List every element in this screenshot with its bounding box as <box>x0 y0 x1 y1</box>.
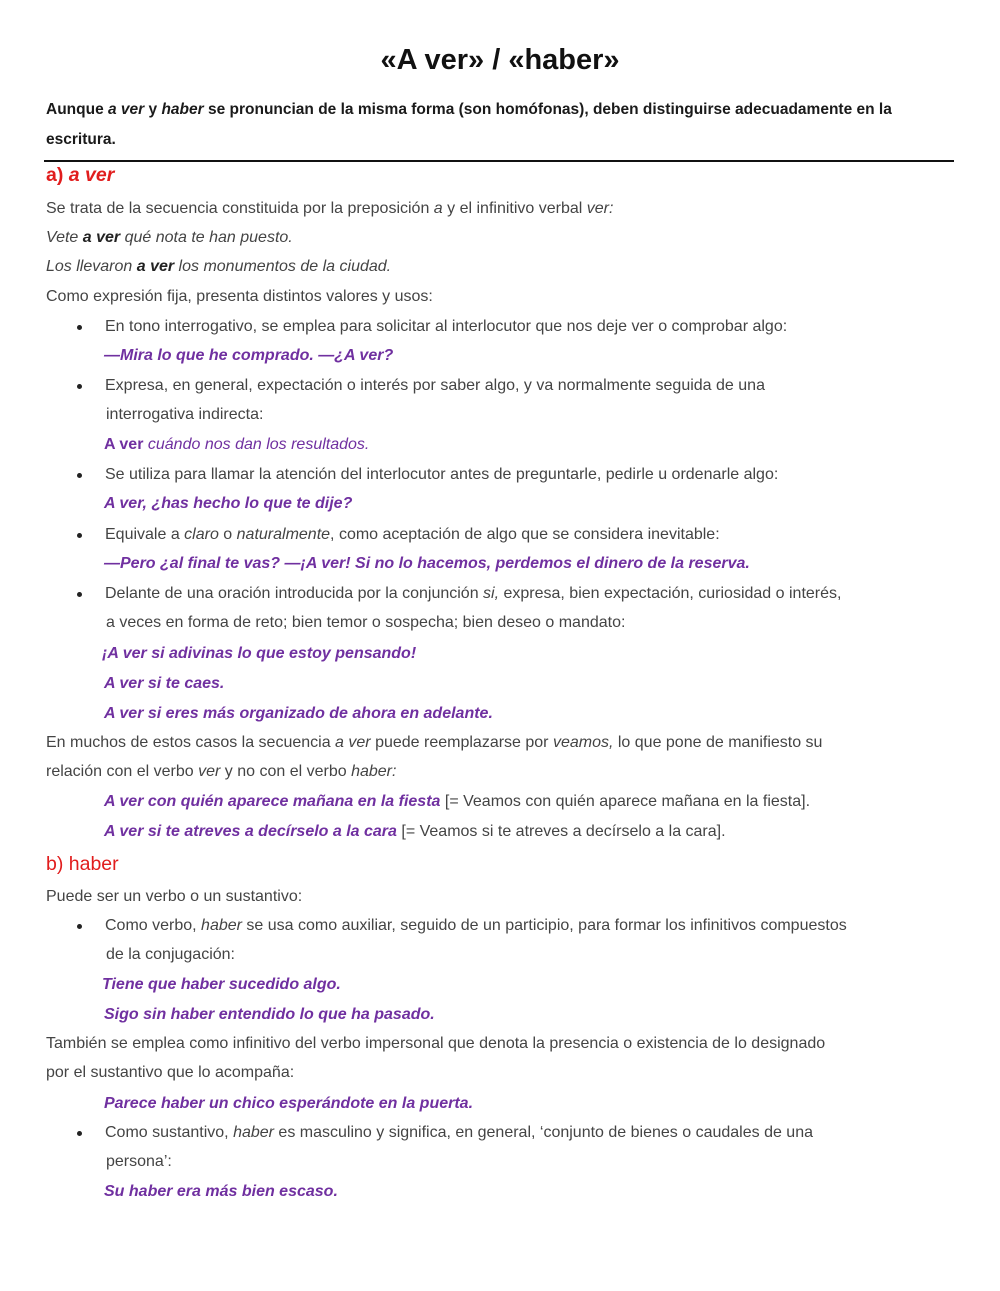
bullet-icon <box>77 924 82 929</box>
bullet-icon <box>77 533 82 538</box>
bullet-2-continuation: interrogativa indirecta: <box>106 406 264 423</box>
intro-term-a-ver: a ver <box>108 101 145 118</box>
bullet-item-3 <box>105 465 778 485</box>
section-b-bullet-1-continuation: de la conjugación: <box>106 946 235 963</box>
paragraph-text: En muchos de estos casos la secuencia <box>46 734 336 751</box>
bullet-4-example: —Pero ¿al final te vas? —¡A ver! Si no lo hacemos, perdemos el dinero de la reserva. <box>104 555 750 572</box>
section-a-definition <box>46 199 613 219</box>
replacement-example-1 <box>104 792 810 812</box>
paragraph-text: puede reemplazarse por <box>370 734 553 751</box>
section-b-bullet-1 <box>105 916 847 936</box>
example-term: A ver si te atreves a decírselo a la cara <box>104 823 397 840</box>
paragraph-term: haber: <box>351 763 397 780</box>
bullet-text: Expresa, en general, expectación o interés por saber algo, y va normalmente seguida de una <box>105 377 765 394</box>
example-text: Vete <box>46 229 83 246</box>
paragraph-term: a ver <box>335 734 371 751</box>
bullet-icon <box>77 473 82 478</box>
example-gloss: [= Veamos si te atreves a decírselo a la cara]. <box>396 823 726 840</box>
intro-text: y <box>144 101 162 118</box>
def-text: Se trata de la secuencia constituida por la preposición <box>46 200 434 217</box>
bullet-text: Como sustantivo, <box>105 1124 234 1141</box>
def-term: ver: <box>586 200 614 217</box>
section-a-heading <box>46 163 114 187</box>
section-a-term: a ver <box>68 164 115 186</box>
def-text: y el infinitivo verbal <box>442 200 587 217</box>
bullet-item-5 <box>105 584 841 604</box>
bullet-text: expresa, bien expectación, curiosidad o interés, <box>499 585 842 602</box>
bullet-text: Como verbo, <box>105 917 202 934</box>
def-term: a <box>433 200 443 217</box>
example-text: los monumentos de la ciudad. <box>174 258 392 275</box>
bullet-term: si, <box>483 585 500 602</box>
bullet-text: , como aceptación de algo que se considera inevitable: <box>330 526 720 543</box>
example-gloss: [= Veamos con quién aparece mañana en la fiesta]. <box>440 793 811 810</box>
bullet-3-example: A ver, ¿has hecho lo que te dije? <box>104 495 353 512</box>
intro-text: se pronuncian de la misma forma (son homófonas), deben distinguirse adecuadamente en la escritura. <box>46 101 892 148</box>
bullet-term: haber <box>233 1124 274 1141</box>
section-b-bullet-2-continuation: persona’: <box>106 1153 172 1170</box>
intro-paragraph <box>46 95 956 155</box>
bullet-5-continuation: a veces en forma de reto; bien temor o sospecha; bien deseo o mandato: <box>106 614 626 631</box>
example-term: a ver <box>82 229 121 246</box>
paragraph-term: veamos, <box>552 734 614 751</box>
bullet-term: haber <box>201 917 242 934</box>
bullet-term: claro <box>184 526 219 543</box>
bullet-icon <box>77 592 82 597</box>
bullet-text: o <box>218 526 237 543</box>
bullet-term: naturalmente <box>236 526 331 543</box>
section-b-heading: b) haber <box>46 853 119 875</box>
uses-intro: Como expresión fija, presenta distintos valores y usos: <box>46 288 433 305</box>
section-b-example-3: Su haber era más bien escaso. <box>104 1183 338 1200</box>
bullet-5-example-2: A ver si te caes. <box>104 675 225 692</box>
example-text: qué nota te han puesto. <box>120 229 293 246</box>
section-a-prefix: a) <box>46 164 69 186</box>
section-b-bullet-2 <box>105 1123 813 1143</box>
section-b-intro: Puede ser un verbo o un sustantivo: <box>46 888 303 905</box>
example-term: a ver <box>136 258 175 275</box>
example-text: Los llevaron <box>46 258 137 275</box>
bullet-2-example <box>104 435 369 455</box>
bullet-icon <box>77 384 82 389</box>
example-term: A ver con quién aparece mañana en la fiesta <box>104 793 441 810</box>
intro-text: Aunque <box>46 101 108 118</box>
impersonal-line-2: por el sustantivo que lo acompaña: <box>46 1064 295 1081</box>
paragraph-text: relación con el verbo <box>46 763 199 780</box>
impersonal-line-1: También se emplea como infinitivo del verbo impersonal que denota la presencia o existencia de lo designado <box>46 1035 826 1052</box>
page-title: «A ver» / «haber» <box>380 44 620 76</box>
replacement-example-2 <box>104 822 726 842</box>
impersonal-example: Parece haber un chico esperándote en la puerta. <box>104 1095 474 1112</box>
example-sentence-1 <box>46 228 293 248</box>
replacement-paragraph-line-1 <box>46 733 822 753</box>
bullet-5-example-3: A ver si eres más organizado de ahora en adelante. <box>104 705 493 722</box>
paragraph-text: y no con el verbo <box>220 763 352 780</box>
paragraph-text: lo que pone de manifiesto su <box>613 734 823 751</box>
bullet-icon <box>77 1131 82 1136</box>
bullet-icon <box>77 325 82 330</box>
bullet-item-1 <box>105 317 787 337</box>
section-b-example-1: Tiene que haber sucedido algo. <box>102 976 341 993</box>
bullet-text: En tono interrogativo, se emplea para solicitar al interlocutor que nos deje ver o comprobar algo: <box>105 318 788 335</box>
bullet-text: Se utiliza para llamar la atención del interlocutor antes de preguntarle, pedirle u ordenarle algo: <box>105 466 779 483</box>
paragraph-term: ver <box>198 763 221 780</box>
bullet-1-example: —Mira lo que he comprado. —¿A ver? <box>104 347 394 364</box>
bullet-5-example-1: ¡A ver si adivinas lo que estoy pensando! <box>102 645 417 662</box>
bullet-text: Delante de una oración introducida por la conjunción <box>105 585 484 602</box>
example-text: cuándo nos dan los resultados. <box>143 436 370 453</box>
bullet-item-2 <box>105 376 765 396</box>
divider-rule <box>44 160 954 162</box>
replacement-paragraph-line-2 <box>46 762 396 782</box>
intro-term-haber: haber <box>161 101 204 118</box>
example-term: A ver <box>104 436 144 453</box>
bullet-text: Equivale a <box>105 526 185 543</box>
bullet-text: se usa como auxiliar, seguido de un participio, para formar los infinitivos compuestos <box>241 917 847 934</box>
section-b-example-2: Sigo sin haber entendido lo que ha pasado. <box>104 1006 435 1023</box>
example-sentence-2 <box>46 257 391 277</box>
bullet-item-4 <box>105 525 720 545</box>
bullet-text: es masculino y significa, en general, ‘conjunto de bienes o caudales de una <box>273 1124 813 1141</box>
